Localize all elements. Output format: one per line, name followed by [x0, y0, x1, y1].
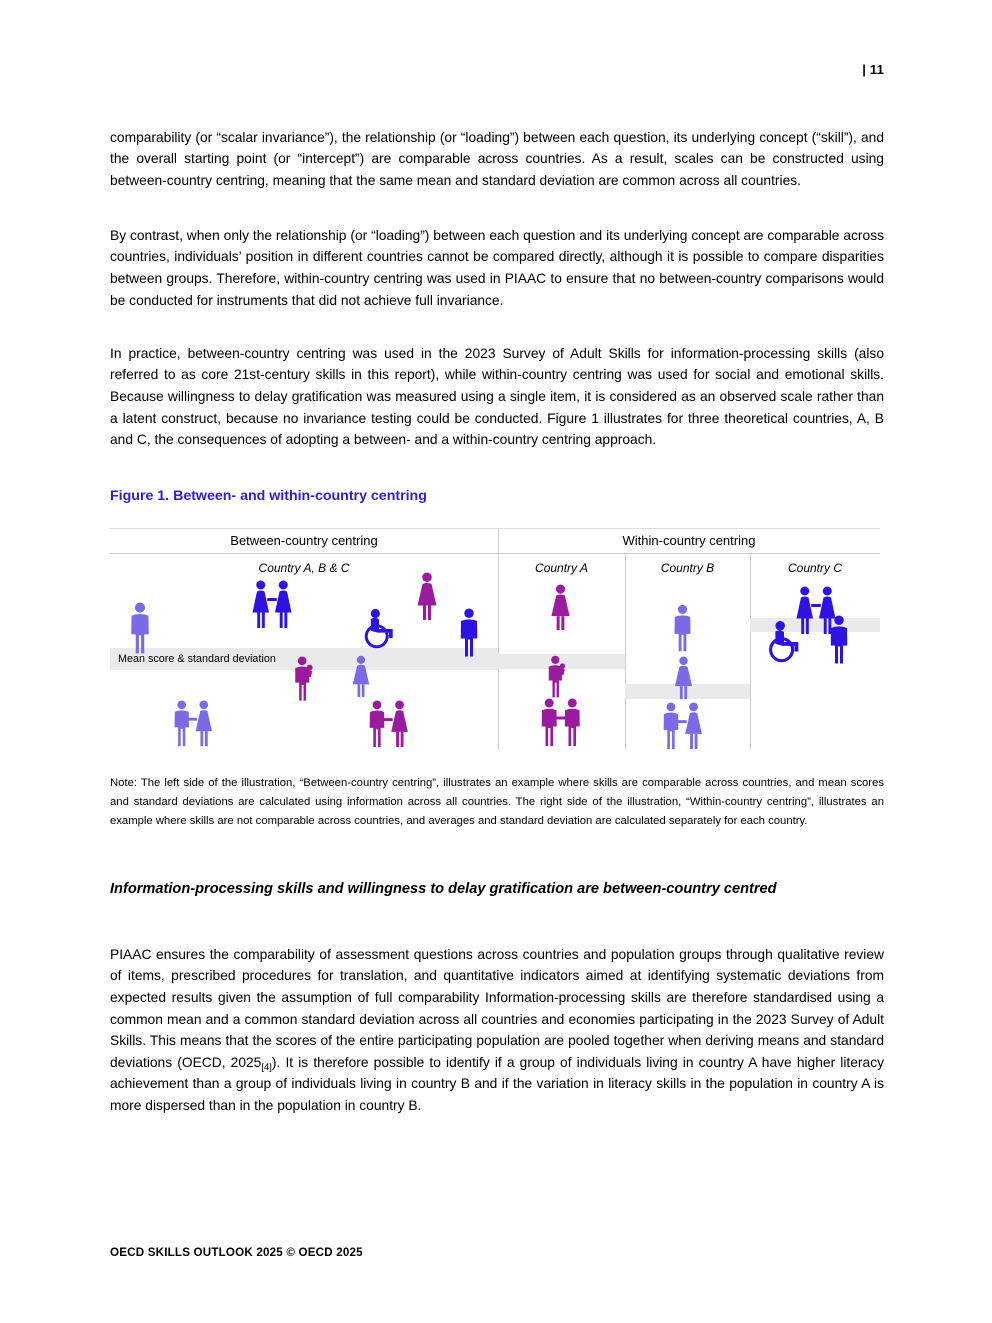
person-couple-mw-icon: [365, 700, 412, 749]
figure-header-rule: [110, 553, 880, 554]
column-label-c: Country C: [787, 561, 843, 575]
paragraph-3: In practice, between-country centring was used in the 2023 Survey of Adult Skills for information-processing skills (also referred to as core 21st-century skills in this report), while within-country centring was used for social and emotional skills. Because willingness to delay gratification was measured using a single item, it is considered as an observed scale rather than a latent construct, because no invariance testing could be conducted. Figure 1 illustrates for three theoretical countries, A, B and C, the consequences of adopting a between- and a within-country centring approach.: [110, 345, 884, 448]
paragraph-1: comparability (or “scalar invariance”), the relationship (or “loading”) between each question, its underlying concept (“skill”), and the overall starting point (or “intercept”) are comparable across countries. As a result, scales can be constructed using between-country centring, meaning that the same mean and standard deviation are common across all countries.: [110, 129, 884, 188]
person-woman-icon: [546, 584, 575, 632]
column-label-b: Country B: [660, 561, 715, 575]
person-couple-ww-icon: [248, 580, 296, 630]
column-label-a: Country A: [535, 561, 588, 575]
figure-divider: [625, 553, 626, 750]
person-man-icon: [824, 615, 854, 665]
paragraph-4: [110, 944, 884, 1117]
panel-header-within: Within-country centring: [622, 533, 756, 548]
person-wheel-icon: [760, 620, 808, 664]
citation-ref: [4]: [261, 1061, 272, 1073]
paragraph-4-text: ). It is therefore possible to identify if a group of individuals living in country A have higher literacy achievement than a group of individuals living in country B and if the variation in literacy skills in the population in country A is more dispersed than in the population in country B.: [110, 1054, 884, 1113]
person-man-icon: [454, 608, 484, 658]
section-heading: Information-processing skills and willingness to delay gratification are between-country centred: [110, 881, 777, 898]
figure-title: Figure 1. Between- and within-country centring: [110, 488, 427, 504]
paragraph-4-text: PIAAC ensures the comparability of assessment questions across countries and population groups through qualitative review of items, prescribed procedures for translation, and quantitative indicators aimed at identifying systematic deviations from expected results given the assumption of full comparability Information-processing skills are therefore standardised using a common mean and a common standard deviation across all countries and economies participating in the 2023 Survey of Adult Skills. This means that the scores of the entire participating population are pooled together when deriving means and standard deviations (OECD, 2025: [110, 946, 884, 1070]
person-woman-icon: [348, 655, 374, 699]
person-couple-mw-icon: [659, 702, 706, 751]
person-wheel-icon: [356, 608, 402, 650]
person-couple-mw-icon: [170, 700, 216, 748]
person-couple-mm-icon: [537, 698, 585, 748]
person-woman-icon: [670, 656, 697, 701]
person-man-icon: [124, 602, 156, 655]
person-parent-baby-icon: [544, 655, 570, 699]
figure-note: Note: The left side of the illustration, “Between-country centring”, illustrates an example where skills are comparable across countries, and mean scores and standard deviations are calculated using information across all countries. The right side of the illustration, “Within-country centring”, illustrates an example where skills are not comparable across countries, and averages and standard deviation are calculated separately for each country.: [110, 777, 884, 827]
mean-score-band-label: Mean score & standard deviation: [118, 653, 276, 665]
person-man-icon: [668, 604, 697, 653]
paragraph-2: By contrast, when only the relationship (or “loading”) between each question and its underlying concept are comparable across countries, individuals’ position in different countries cannot be compared directly, although it is possible to compare disparities between groups. Therefore, within-country centring was used in PIAAC to ensure that no between-country comparisons would be conducted for instruments that did not achieve full invariance.: [110, 227, 884, 308]
figure-top-rule: [110, 528, 880, 529]
panel-header-between: Between-country centring: [230, 533, 378, 548]
column-label-abc: Country A, B & C: [258, 561, 350, 575]
person-woman-icon: [412, 572, 442, 622]
page-footer: OECD SKILLS OUTLOOK 2025 © OECD 2025: [110, 1246, 363, 1259]
person-parent-baby-icon: [290, 656, 318, 702]
page-number: | 11: [862, 62, 884, 77]
figure-canvas: [110, 528, 880, 756]
figure-divider: [750, 553, 751, 750]
